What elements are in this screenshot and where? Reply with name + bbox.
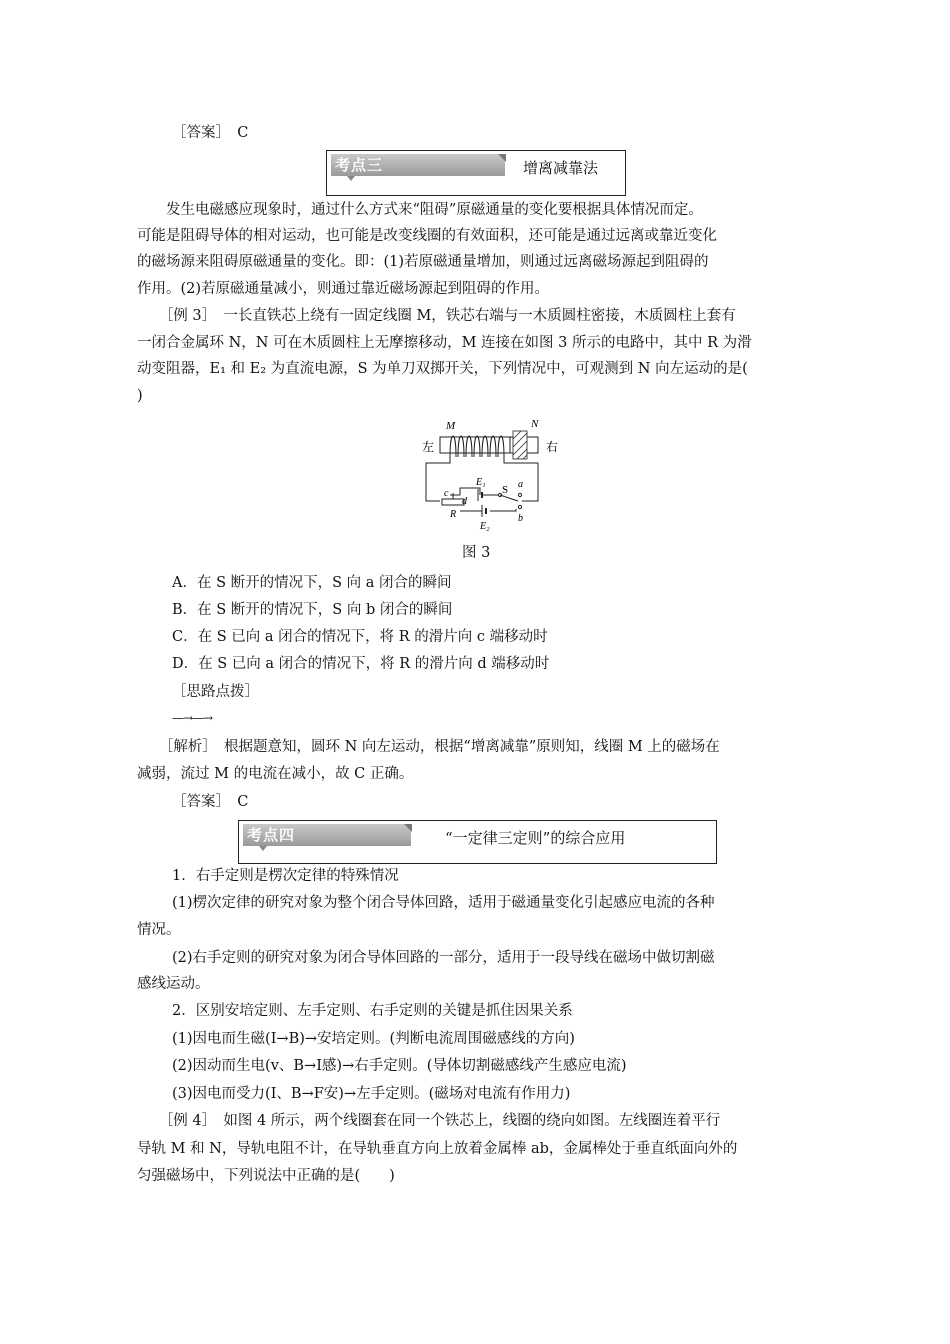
intro-line-2: 可能是阻碍导体的相对运动，也可能是改变线圈的有效面积，还可能是通过远离或靠近变化 <box>137 228 717 244</box>
intro-line-1: 发生电磁感应现象时，通过什么方式来“阻碍”原磁通量的变化要根据具体情况而定。 <box>137 202 703 218</box>
answer-1: ［答案］ C <box>172 125 249 141</box>
body4-line-3: 情况。 <box>137 922 181 938</box>
section-3-title: 增离减靠法 <box>523 159 599 177</box>
option-b: B．在 S 断开的情况下，S 向 b 闭合的瞬间 <box>172 602 453 618</box>
tag-corner-icon <box>404 824 412 832</box>
body4-line-1: 1．右手定则是楞次定律的特殊情况 <box>172 868 399 884</box>
tag-arrow-icon <box>259 846 267 851</box>
body4-line-5: 感线运动。 <box>137 976 210 992</box>
body4-line-6: 2．区别安培定则、左手定则、右手定则的关键是抓住因果关系 <box>172 1003 573 1019</box>
body4-line-4: (2)右手定则的研究对象为闭合导体回路的一部分，适用于一段导线在磁场中做切割磁 <box>172 950 715 966</box>
intro-line-3: 的磁场源来阻碍原磁通量的变化。即：(1)若原磁通量增加，则通过远离磁场源起到阻碍的 <box>137 254 709 270</box>
label-E1: E₁ <box>476 477 486 488</box>
label-c: c <box>444 488 449 499</box>
section-3-tag <box>331 154 505 176</box>
example3-line-3: 动变阻器，E₁ 和 E₂ 为直流电源，S 为单刀双掷开关，下列情况中，可观测到 N 向左运动的是( <box>137 361 748 377</box>
hint-arrows: —→—→ <box>172 711 213 725</box>
section-3-banner <box>326 150 626 196</box>
option-c: C．在 S 已向 a 闭合的情况下，将 R 的滑片向 c 端移动时 <box>172 629 548 645</box>
rheostat-R <box>442 499 464 505</box>
label-R: R <box>450 509 457 520</box>
label-N: N <box>531 418 539 430</box>
metal-ring-N <box>513 431 527 459</box>
coil-winding <box>450 436 504 457</box>
body4-line-2: (1)楞次定律的研究对象为整个闭合导体回路，适用于磁通量变化引起感应电流的各种 <box>172 895 715 911</box>
label-left: 左 <box>422 440 435 454</box>
section-3-tag-text: 考点三 <box>335 156 384 174</box>
section-4-tag <box>243 824 411 846</box>
answer-2: ［答案］ C <box>172 794 249 810</box>
intro-line-4: 作用。(2)若原磁通量减小，则通过靠近磁场源起到阻碍的作用。 <box>137 281 550 297</box>
body4-line-8: (2)因动而生电(v、B→I感)→右手定则。(导体切割磁感线产生感应电流) <box>172 1058 627 1074</box>
circuit-figure-3 <box>420 415 570 533</box>
option-a: A．在 S 断开的情况下，S 向 a 闭合的瞬间 <box>172 575 452 591</box>
label-right: 右 <box>546 440 559 454</box>
hint-label: ［思路点拨］ <box>172 684 259 700</box>
analysis-line-2: 减弱，流过 M 的电流在减小，故 C 正确。 <box>137 766 414 782</box>
tag-corner-icon <box>498 154 506 162</box>
label-b: b <box>518 513 523 524</box>
label-E2: E₂ <box>480 521 490 532</box>
section-4-title: “一定律三定则”的综合应用 <box>445 829 626 847</box>
figure-3-caption: 图 3 <box>462 545 491 561</box>
example3-line-2: 一闭合金属环 N，N 可在木质圆柱上无摩擦移动，M 连接在如图 3 所示的电路中，其中 R 为滑 <box>137 335 752 351</box>
example4-line-3: 匀强磁场中，下列说法中正确的是( ) <box>137 1168 395 1184</box>
section-4-banner <box>238 820 717 864</box>
example4-line-2: 导轨 M 和 N，导轨电阻不计，在导轨垂直方向上放着金属棒 ab，金属棒处于垂直纸面向外的 <box>137 1141 738 1157</box>
example4-line-1: ［例 4］ 如图 4 所示，两个线圈套在同一个铁芯上，线圈的绕向如图。左线圈连着平行 <box>137 1113 721 1129</box>
section-4-tag-text: 考点四 <box>247 826 296 844</box>
label-a: a <box>518 479 523 490</box>
label-S: S <box>502 484 509 496</box>
battery-E2 <box>482 505 486 517</box>
tag-arrow-icon <box>347 176 355 181</box>
option-d: D．在 S 已向 a 闭合的情况下，将 R 的滑片向 d 端移动时 <box>172 656 550 672</box>
body4-line-7: (1)因电而生磁(I→B)→安培定则。(判断电流周围磁感线的方向) <box>172 1031 575 1047</box>
example3-line-1: ［例 3］ 一长直铁芯上绕有一固定线圈 M，铁芯右端与一木质圆柱密接，木质圆柱上套有 <box>137 308 736 324</box>
analysis-line-1: ［解析］ 根据题意知，圆环 N 向左运动，根据“增离减靠”原则知，线圈 M 上的磁场在 <box>137 739 720 755</box>
example3-line-4: ) <box>137 388 143 404</box>
label-d: d <box>462 496 467 507</box>
label-M: M <box>446 420 456 432</box>
body4-line-9: (3)因电而受力(I、B→F安)→左手定则。(磁场对电流有作用力) <box>172 1086 571 1102</box>
